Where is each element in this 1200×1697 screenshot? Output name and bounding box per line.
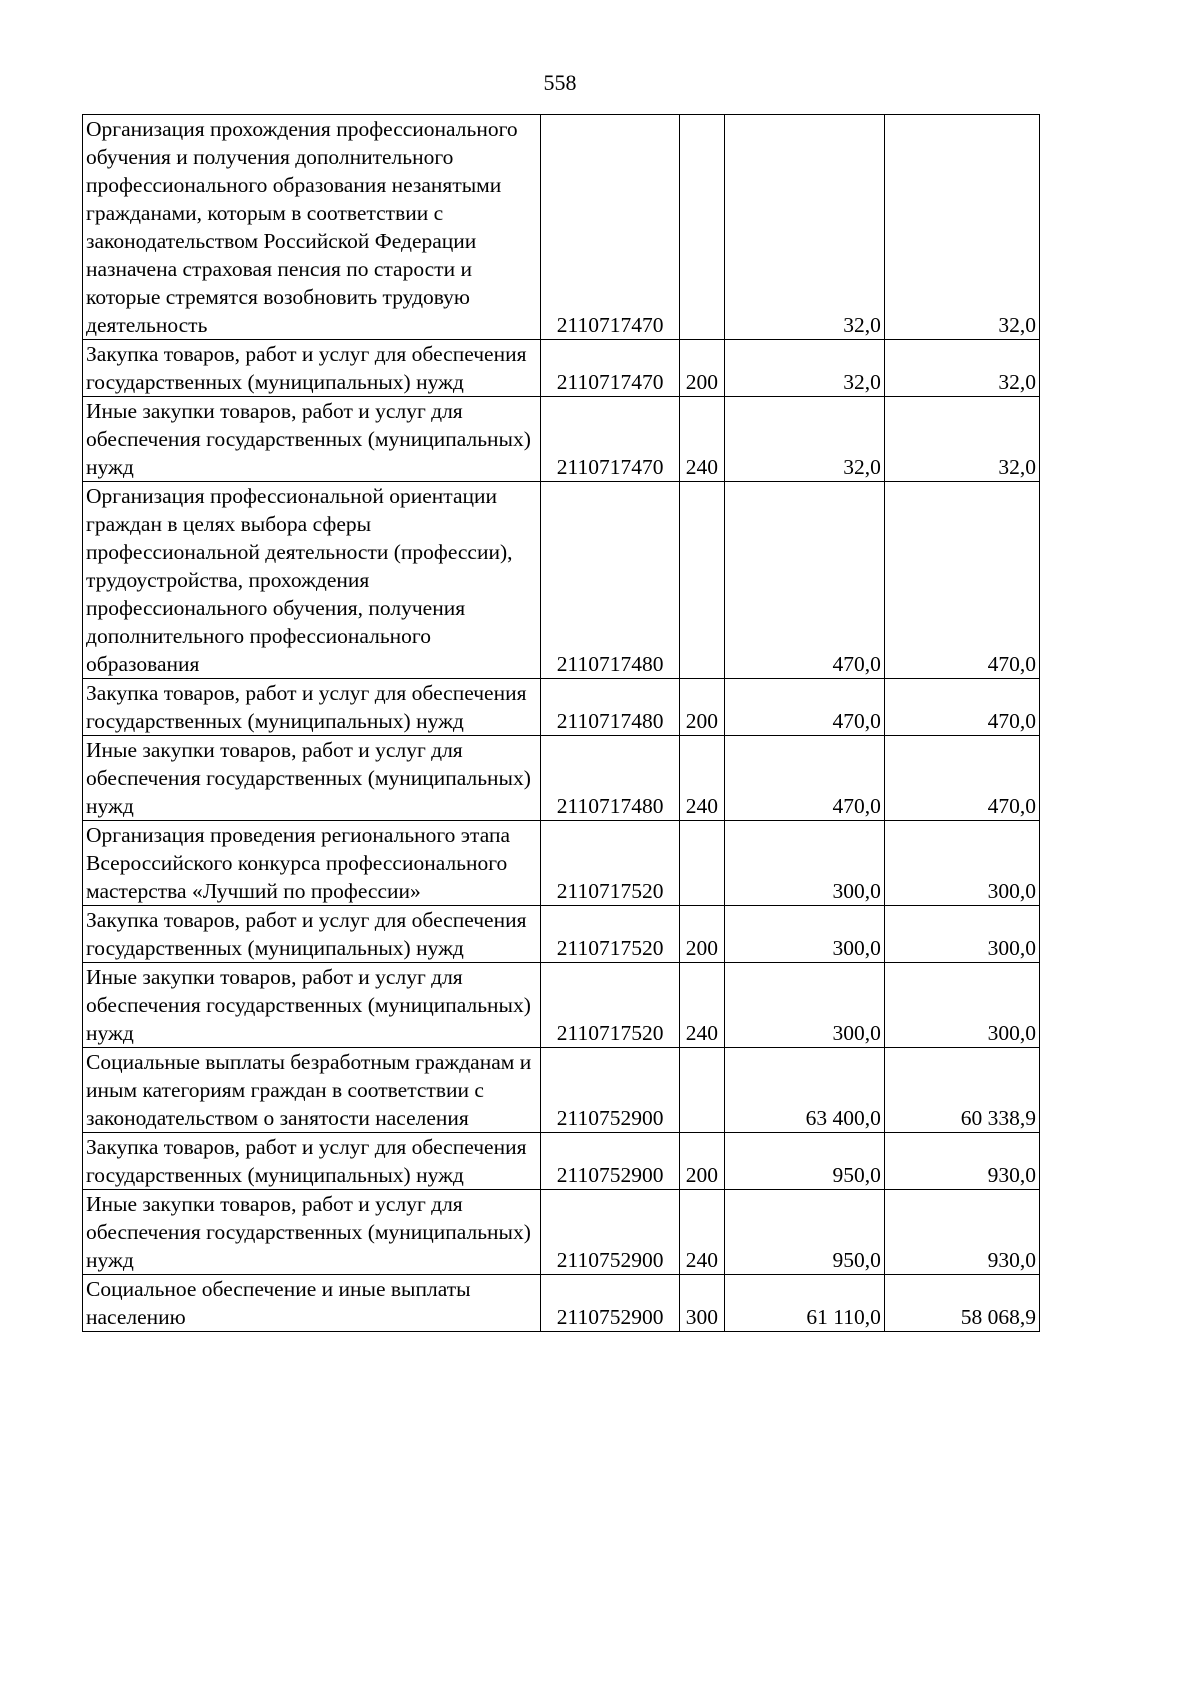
expense-type-code-cell [680,115,725,340]
expense-name-cell: Организация профессиональной ориентации граждан в целях выбора сферы профессиональной деятельности (профессии), трудоустройства, прохождения профессионального обучения, получения дополнительного профессионального образования [83,482,541,679]
amount-plan-cell: 470,0 [724,736,884,821]
expense-type-code-cell [680,482,725,679]
table-row [83,1048,1040,1133]
amount-actual-cell: 60 338,9 [884,1048,1039,1133]
target-article-code-cell: 2110717480 [541,482,680,679]
target-article-code-cell: 2110717520 [541,963,680,1048]
expense-name-cell: Организация прохождения профессионального обучения и получения дополнительного профессионального образования незанятыми гражданами, которым в соответствии с законодательством Российской Федерации назначена страховая пенсия по старости и которые стремятся возобновить трудовую деятельность [83,115,541,340]
amount-plan-cell: 63 400,0 [724,1048,884,1133]
target-article-code-cell: 2110717470 [541,115,680,340]
expense-type-code-cell: 200 [680,340,725,397]
table-row [83,482,1040,679]
amount-plan-cell: 300,0 [724,963,884,1048]
table-row [83,821,1040,906]
amount-actual-cell: 300,0 [884,821,1039,906]
page-number: 558 [543,70,577,95]
amount-actual-cell: 32,0 [884,397,1039,482]
expense-name-cell: Социальное обеспечение и иные выплаты населению [83,1275,541,1332]
expense-name-cell: Иные закупки товаров, работ и услуг для обеспечения государственных (муниципальных) нужд [83,736,541,821]
target-article-code-cell: 2110752900 [541,1190,680,1275]
target-article-code-cell: 2110717520 [541,906,680,963]
budget-table-body [83,115,1040,1332]
expense-type-code-cell: 200 [680,1133,725,1190]
table-row [83,736,1040,821]
amount-plan-cell: 300,0 [724,821,884,906]
target-article-code-cell: 2110752900 [541,1048,680,1133]
amount-plan-cell: 32,0 [724,340,884,397]
amount-actual-cell: 930,0 [884,1133,1039,1190]
expense-type-code-cell: 200 [680,679,725,736]
expense-type-code-cell: 200 [680,906,725,963]
amount-plan-cell: 32,0 [724,397,884,482]
amount-plan-cell: 61 110,0 [724,1275,884,1332]
expense-type-code-cell: 240 [680,736,725,821]
expense-name-cell: Социальные выплаты безработным гражданам и иным категориям граждан в соответствии с законодательством о занятости населения [83,1048,541,1133]
amount-actual-cell: 32,0 [884,115,1039,340]
table-row [83,1275,1040,1332]
amount-actual-cell: 930,0 [884,1190,1039,1275]
expense-name-cell: Иные закупки товаров, работ и услуг для обеспечения государственных (муниципальных) нужд [83,1190,541,1275]
table-row [83,906,1040,963]
target-article-code-cell: 2110717480 [541,736,680,821]
table-row [83,397,1040,482]
budget-table [82,114,1040,1332]
target-article-code-cell: 2110752900 [541,1275,680,1332]
table-row [83,340,1040,397]
table-row [83,963,1040,1048]
expense-type-code-cell: 300 [680,1275,725,1332]
amount-actual-cell: 470,0 [884,736,1039,821]
amount-actual-cell: 470,0 [884,679,1039,736]
expense-name-cell: Закупка товаров, работ и услуг для обеспечения государственных (муниципальных) нужд [83,340,541,397]
amount-plan-cell: 950,0 [724,1133,884,1190]
target-article-code-cell: 2110717480 [541,679,680,736]
expense-name-cell: Закупка товаров, работ и услуг для обеспечения государственных (муниципальных) нужд [83,1133,541,1190]
expense-type-code-cell [680,821,725,906]
expense-type-code-cell: 240 [680,397,725,482]
table-row [83,115,1040,340]
amount-plan-cell: 470,0 [724,679,884,736]
expense-name-cell: Организация проведения регионального этапа Всероссийского конкурса профессионального мастерства «Лучший по профессии» [83,821,541,906]
table-row [83,679,1040,736]
amount-actual-cell: 470,0 [884,482,1039,679]
expense-name-cell: Закупка товаров, работ и услуг для обеспечения государственных (муниципальных) нужд [83,906,541,963]
expense-type-code-cell [680,1048,725,1133]
expense-name-cell: Иные закупки товаров, работ и услуг для обеспечения государственных (муниципальных) нужд [83,397,541,482]
amount-plan-cell: 32,0 [724,115,884,340]
target-article-code-cell: 2110717470 [541,397,680,482]
amount-plan-cell: 300,0 [724,906,884,963]
table-row [83,1133,1040,1190]
expense-type-code-cell: 240 [680,963,725,1048]
expense-type-code-cell: 240 [680,1190,725,1275]
amount-actual-cell: 300,0 [884,906,1039,963]
amount-actual-cell: 300,0 [884,963,1039,1048]
amount-actual-cell: 32,0 [884,340,1039,397]
target-article-code-cell: 2110752900 [541,1133,680,1190]
target-article-code-cell: 2110717470 [541,340,680,397]
expense-name-cell: Закупка товаров, работ и услуг для обеспечения государственных (муниципальных) нужд [83,679,541,736]
amount-actual-cell: 58 068,9 [884,1275,1039,1332]
expense-name-cell: Иные закупки товаров, работ и услуг для обеспечения государственных (муниципальных) нужд [83,963,541,1048]
amount-plan-cell: 470,0 [724,482,884,679]
table-row [83,1190,1040,1275]
amount-plan-cell: 950,0 [724,1190,884,1275]
target-article-code-cell: 2110717520 [541,821,680,906]
